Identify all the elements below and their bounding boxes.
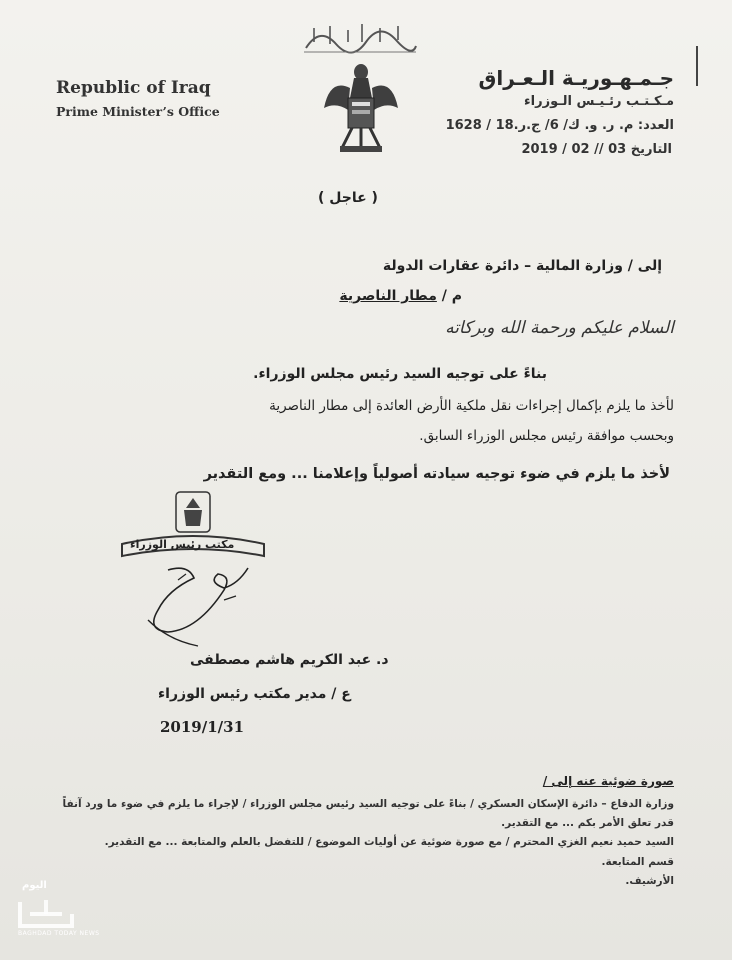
watermark-ar: اليوم [22,880,47,891]
cc-heading: صورة ضوئية عنه إلى / [542,774,674,788]
signer-name: د. عبد الكريم هاشم مصطفى [190,652,389,668]
subject-line [339,288,462,304]
urgent-label: ( عاجل ) [318,190,378,206]
iraq-eagle-emblem-icon [322,58,400,156]
subject-text: مطار الناصرية [339,288,437,304]
reference-number: العدد: م. ر. و. ك/ 6/ ج.ر.18 / 1628 [445,118,674,133]
addressee: إلى / وزارة المالية – دائرة عقارات الدولة [382,258,662,274]
header-ar-title: جـمـهـوريـة الـعـراق [478,66,674,90]
body-paragraph-1: بناءً على توجيه السيد رئيس مجلس الوزراء. [253,366,547,382]
seal-text: مكتب رئيس الوزراء [130,538,235,551]
baghdad-today-logo-icon [16,892,76,932]
greeting: السلام عليكم ورحمة الله وبركاته [445,318,674,338]
signer-title: ع / مدير مكتب رئيس الوزراء [158,686,351,702]
cc-item: السيد حميد نعيم الغزي المحترم / مع صورة ضوئية عن أوليات الموضوع / للتفضل بالعلم والمتابعة ... مع التقدير. [104,836,674,848]
subject-prefix: م / [436,288,462,304]
signature-date: 2019/1/31 [160,718,245,736]
watermark-en: BAGHDAD TODAY NEWS [18,930,100,937]
header-ar-subtitle: مـكـتـب رئـيـس الـوزراء [524,94,674,109]
header-en-subtitle: Prime Minister’s Office [56,104,220,119]
cc-item: قدر تعلق الأمر بكم ... مع التقدير. [501,817,674,829]
body-paragraph-2: لأخذ ما يلزم بإكمال إجراءات نقل ملكية الأرض العائدة إلى مطار الناصرية [269,398,674,414]
handwritten-signature-icon [128,560,258,650]
basmala-calligraphy-icon [300,18,420,58]
cc-item: وزارة الدفاع – دائرة الإسكان العسكري / بناءً على توجيه السيد رئيس مجلس الوزراء / لإجراء ما يلزم في ضوء ما ورد آنفاً [62,798,674,810]
cc-item: الأرشيف. [625,875,674,887]
body-paragraph-3: وبحسب موافقة رئيس مجلس الوزراء السابق. [419,428,674,444]
body-paragraph-4: لأخذ ما يلزم في ضوء توجيه سيادته أصولياً وإعلامنا ... ومع التقدير [203,466,670,482]
document-date: التاريخ 03 // 02 / 2019 [521,142,672,157]
cc-item: قسم المتابعة. [601,856,674,868]
page-edge-mark [690,46,698,86]
header-en-title: Republic of Iraq [56,78,211,98]
